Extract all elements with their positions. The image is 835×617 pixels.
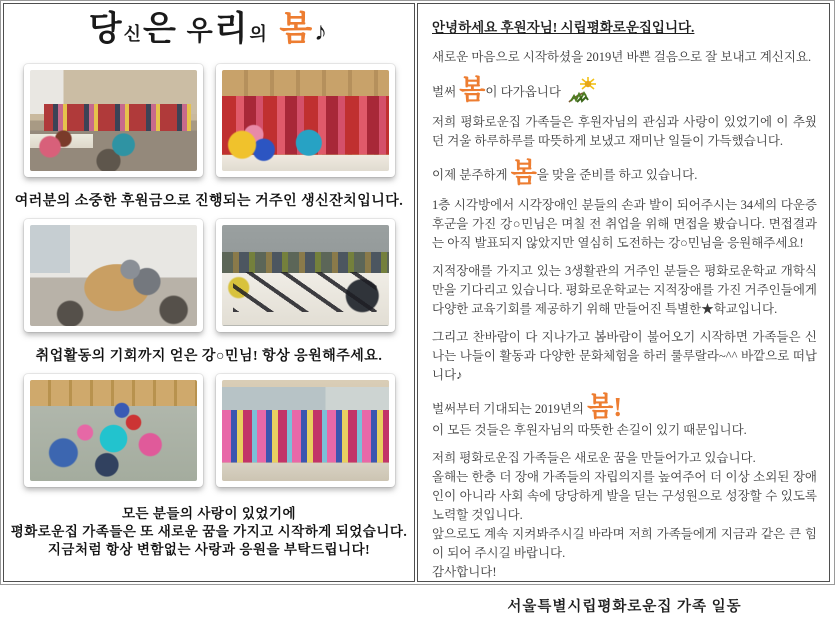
spring-big-word: 봄!	[587, 392, 623, 422]
spring-line-text: 이 다가옵니다	[485, 85, 561, 99]
spring-prepare-line	[432, 160, 817, 187]
spring-expectation-line	[432, 394, 817, 421]
photo-birthday-party-2	[222, 70, 389, 171]
letter-signature: 서울특별시립평화로운집 가족 일동	[507, 599, 742, 615]
music-note-icon: ♪	[314, 17, 330, 46]
photo-workshop	[222, 225, 389, 326]
caption-closing-line: 모든 분들의 사랑이 있었기에	[121, 506, 297, 521]
photo-birthday-party-1	[30, 70, 197, 171]
photo-parachute-game	[30, 380, 197, 481]
photo-frame	[216, 374, 395, 487]
letter-paragraph: 새로운 마음으로 시작하셨을 2019년 바쁜 걸음으로 잘 보내고 계신지요.	[432, 50, 812, 64]
letter-paragraph: 그리고 찬바람이 다 지나가고 봄바람이 불어오기 시작하면 가족들은 신나는 나들이 활동과 다양한 문화체험을 하러 룰루랄라~^^ 바깥으로 떠납니다♪	[432, 330, 817, 382]
photo-row-birthday	[4, 64, 414, 177]
spring-expectation-block	[432, 394, 817, 440]
caption-closing-line: 평화로운집 가족들은 또 새로운 꿈을 가지고 시작하게 되었습니다.	[10, 524, 408, 539]
caption-closing-line: 지금처럼 항상 변함없는 사랑과 응원을 부탁드립니다!	[47, 542, 371, 557]
photo-panel	[3, 3, 415, 582]
photo-frame	[24, 374, 203, 487]
photo-row-job	[4, 219, 414, 332]
title-spring-char: 봄	[268, 11, 315, 48]
letter-paragraph: 이 모든 것들은 후원자님의 따뜻한 손길이 있기 때문입니다.	[432, 423, 747, 437]
caption-closing	[4, 505, 414, 559]
letter-paragraph: 1층 시각방에서 시각장애인 분들의 손과 발이 되어주시는 34세의 다운증후군을 가진 강○민님은 며칠 전 취업을 위해 면접을 봤습니다. 면접결과는 아직 발표되지 않았지만 열심히 도전하는 강○민님을 응원해주세요!	[432, 198, 817, 250]
dandelion-flower-icon	[563, 76, 597, 103]
caption-job: 취업활동의 기회까지 얻은 강○민님! 항상 응원해주세요.	[35, 349, 383, 364]
title-char: 신	[123, 24, 143, 44]
title-char: 은	[142, 11, 178, 48]
spring-line-text: 벌써	[432, 85, 460, 99]
letter-panel	[417, 3, 830, 615]
closing-block	[432, 449, 817, 582]
spring-coming-line	[432, 76, 817, 104]
caption-birthday: 여러분의 소중한 후원금으로 진행되는 거주인 생신잔치입니다.	[14, 194, 404, 209]
spring-big-word: 봄	[459, 75, 486, 105]
letter-paragraph: 앞으로도 계속 지켜봐주시길 바라며 저희 가족들에게 지금과 같은 큰 힘이 되어 주시길 바랍니다.	[432, 527, 817, 560]
photo-frame	[24, 219, 203, 332]
page-title	[4, 11, 414, 55]
photo-row-activities	[4, 374, 414, 487]
letter-paragraph: 올해는 한층 더 장애 가족들의 자립의지를 높여주어 더 이상 소외된 장애인이 아니라 사회 속에 당당하게 발을 딛는 구성원으로 성장할 수 있도록 노력할 것입니다.	[432, 470, 817, 522]
letter-paragraph: 지적장애를 가지고 있는 3생활관의 거주인 분들은 평화로운학교 개학식만을 기다리고 있습니다. 평화로운학교는 지적장애를 가진 거주인들에게 다양한 교육기회를 제공하기 위해 만들어진 특별한★학교입니다.	[432, 264, 817, 316]
photo-frame	[216, 64, 395, 177]
spring-line-text: 이제 분주하게	[432, 168, 511, 182]
title-char: 의	[249, 24, 269, 44]
title-char: 우	[177, 16, 215, 46]
letter-paragraph: 저희 평화로운집 가족들은 새로운 꿈을 만들어가고 있습니다.	[432, 451, 756, 465]
title-char: 당	[88, 11, 124, 48]
spring-line-text: 벌써부터 기대되는 2019년의	[432, 402, 588, 416]
photo-frame	[24, 64, 203, 177]
letter-paragraph: 감사합니다!	[432, 565, 497, 579]
photo-frame	[216, 219, 395, 332]
title-char: 리	[214, 11, 250, 48]
spring-line-text: 을 맞을 준비를 하고 있습니다.	[536, 168, 698, 182]
photo-hanbok-group	[222, 380, 389, 481]
letter-heading: 안녕하세요 후원자님! 시립평화로운집입니다.	[432, 20, 695, 35]
photo-job-interview	[30, 225, 197, 326]
letter-paragraph: 저희 평화로운집 가족들은 후원자님의 관심과 사랑이 있었기에 이 추웠던 겨울 하루하루를 따뜻하게 보냈고 재미난 일들이 가득했습니다.	[432, 115, 817, 148]
spring-big-word: 봄	[510, 158, 537, 188]
